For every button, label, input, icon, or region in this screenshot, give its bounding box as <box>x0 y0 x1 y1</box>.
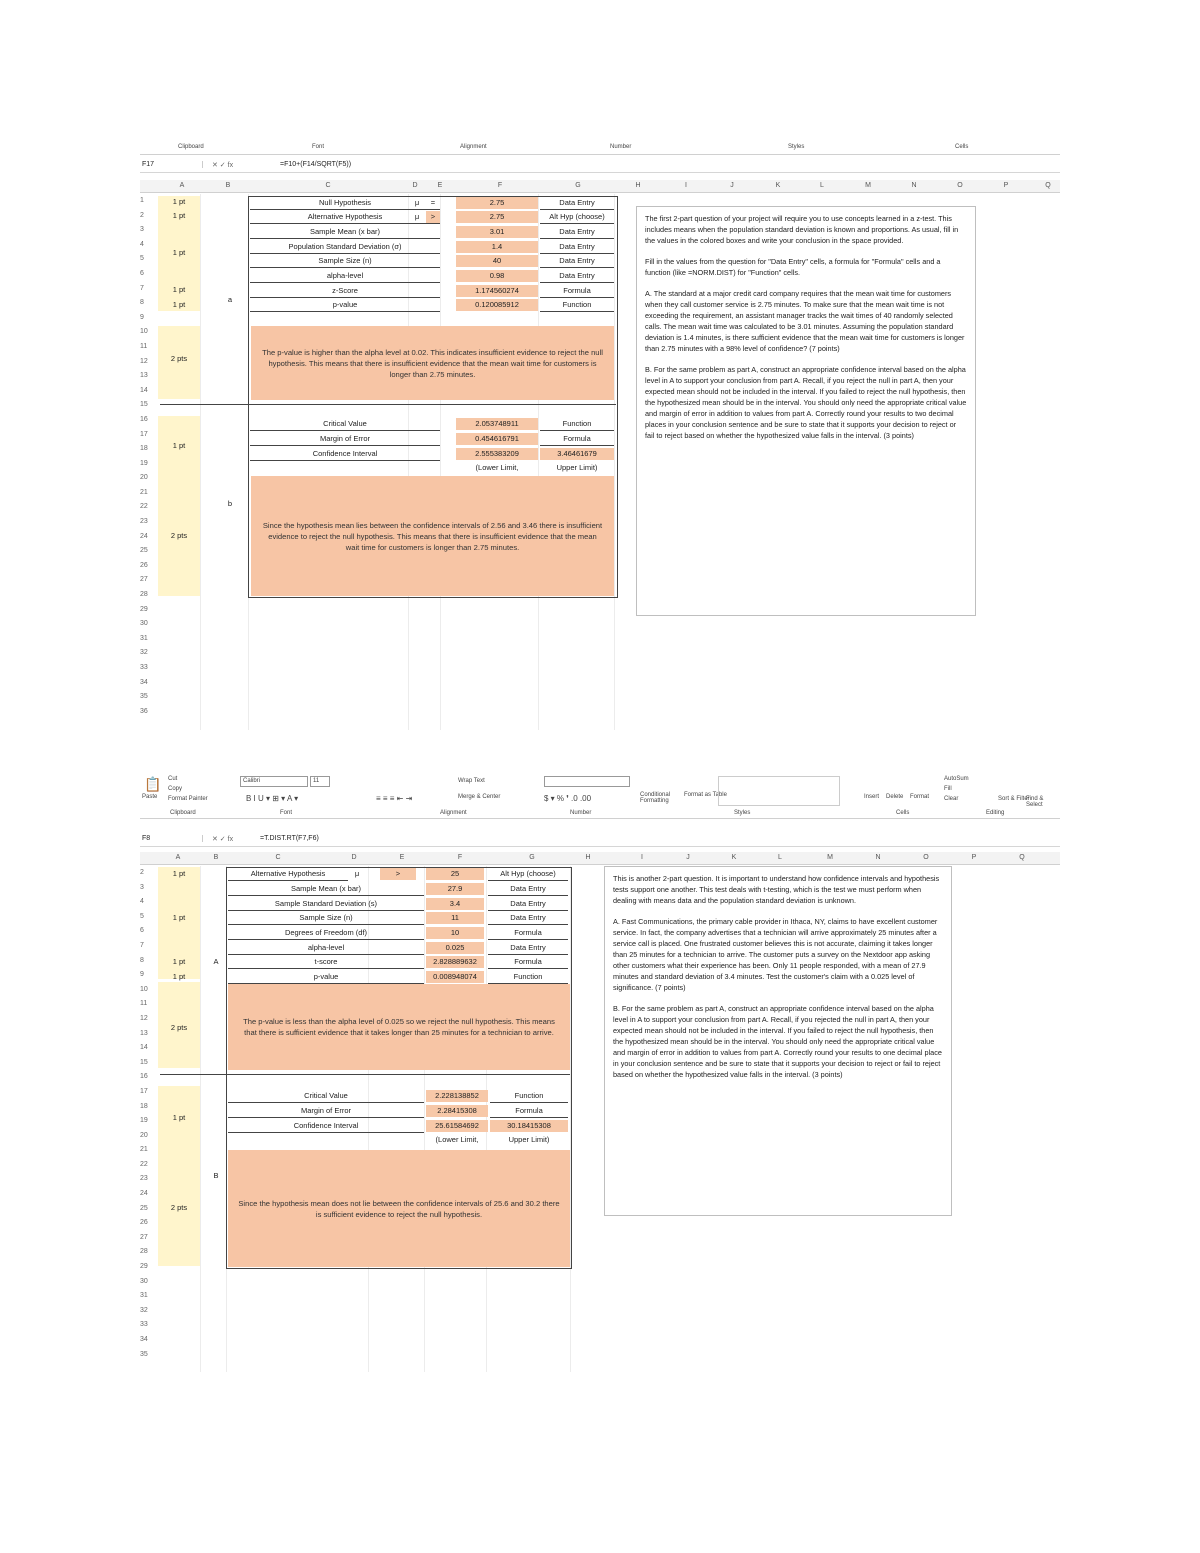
row-number[interactable]: 28 <box>140 591 148 599</box>
null-value[interactable]: 2.75 <box>456 197 538 209</box>
row-number[interactable]: 26 <box>140 561 148 569</box>
row-number[interactable]: 35 <box>140 693 148 701</box>
points-cell: 1 pt <box>172 248 186 257</box>
row-number[interactable]: 34 <box>140 678 148 686</box>
p-value-label: p-value <box>250 299 440 312</box>
instruction-text: B. For the same problem as part A, construct an appropriate confidence interval based on the alpha level in A to support your conclusion from part A. Recall, if you reject the null in part A, then your expected mean should not be included in the interval. If you failed to reject the null hypothesis, then the hypothesized mean should be in the interval. You should only need the appropriate critical value and margin of error in addition to values from part A. Correctly round your results to two decimal places in your conclusion sentence and be sure to state that it supports your decision to reject or fail to reject based on whether the hypothesized value falls in the interval. (3 points) <box>645 365 967 440</box>
type-label: Alt Hyp (choose) <box>540 211 614 224</box>
number-format-select[interactable] <box>544 776 630 787</box>
fx-icon[interactable]: ✕ ✓ fx <box>212 162 234 169</box>
row-number[interactable]: 11 <box>140 1000 148 1008</box>
row-numbers <box>140 194 154 719</box>
points-cell: 2 pts <box>170 531 188 540</box>
spreadsheet-screenshot-z-test <box>140 140 1060 730</box>
ribbon-group-font[interactable]: Font <box>312 144 325 150</box>
col-header[interactable]: F <box>457 854 463 861</box>
instructions-box <box>636 206 976 616</box>
row-number[interactable]: 24 <box>140 532 148 540</box>
type-label: Data Entry <box>540 197 614 210</box>
ribbon-group-number[interactable]: Number <box>610 144 632 150</box>
row-number[interactable]: 29 <box>140 605 148 613</box>
column-headers <box>140 852 1060 865</box>
pop-sd-value[interactable]: 1.4 <box>456 241 538 253</box>
ci-lower-caption: (Lower Limit, <box>475 463 519 472</box>
p-value-value[interactable]: 0.120085912 <box>456 299 538 311</box>
type-label: Data Entry <box>540 270 614 283</box>
type-label: Data Entry <box>540 241 614 254</box>
sample-mean-label: Sample Mean (x bar) <box>228 883 424 896</box>
name-box[interactable]: F8 <box>142 835 203 842</box>
ci-upper-caption: Upper Limit) <box>508 1135 550 1144</box>
row-number[interactable]: 27 <box>140 576 148 584</box>
row-number[interactable]: 4 <box>140 240 144 248</box>
row-number[interactable]: 18 <box>140 1102 148 1110</box>
merge-center-button[interactable]: Merge & Center <box>458 794 501 800</box>
row-number[interactable]: 33 <box>140 664 148 671</box>
col-header[interactable]: B <box>225 182 231 189</box>
alignment-icons[interactable]: ≡ ≡ ≡ ⇤ ⇥ <box>376 794 413 803</box>
df-label: Degrees of Freedom (df) <box>228 927 424 940</box>
col-header[interactable]: G <box>529 854 535 861</box>
row-number[interactable]: 30 <box>140 1277 148 1285</box>
alt-hypothesis-label: Alternative Hypothesis <box>250 211 440 224</box>
row-number[interactable]: 10 <box>140 985 148 993</box>
row-number[interactable]: 14 <box>140 1044 148 1052</box>
margin-error-value[interactable]: 0.454616791 <box>456 433 538 445</box>
row-number[interactable]: 9 <box>140 971 144 979</box>
type-label: Formula <box>488 956 568 969</box>
points-cell: 1 pt <box>172 441 186 450</box>
instruction-text: The first 2-part question of your project will require you to use concepts learned in a z-test. This includes means when the population standard deviation is known and proportions. As usual, fill in the values in the colored boxes and write your conclusion in the space provided. <box>645 214 959 245</box>
points-cell: 1 pt <box>172 285 186 294</box>
clear-button[interactable]: Clear <box>944 796 959 802</box>
row-number[interactable]: 18 <box>140 445 148 453</box>
p-value-label: p-value <box>228 971 424 984</box>
row-number[interactable]: 21 <box>140 488 148 496</box>
ci-upper-value[interactable]: 3.46461679 <box>540 448 614 460</box>
format-button[interactable]: Format <box>910 794 930 800</box>
paste-button[interactable]: Paste <box>142 794 158 800</box>
col-header[interactable]: J <box>730 182 734 189</box>
col-header[interactable]: D <box>351 854 357 861</box>
row-number[interactable]: 16 <box>140 1073 148 1081</box>
col-header[interactable]: L <box>820 182 824 189</box>
part-a-label: a <box>227 295 233 304</box>
row-number[interactable]: 17 <box>140 1087 148 1095</box>
row-number[interactable]: 15 <box>140 401 148 409</box>
col-header[interactable]: L <box>778 854 782 861</box>
critical-value[interactable]: 2.053748911 <box>456 418 538 430</box>
row-number[interactable]: 33 <box>140 1321 148 1329</box>
col-header[interactable]: P <box>971 854 977 861</box>
instruction-text: Fill in the values from the question for "Data Entry" cells, a formula for "Formula" cells and a function (like =NORM.DIST) for "Function" cells. <box>645 257 941 277</box>
type-label: Formula <box>490 1105 568 1118</box>
row-number[interactable]: 25 <box>140 1204 148 1212</box>
row-number[interactable]: 22 <box>140 503 148 511</box>
row-number[interactable]: 34 <box>140 1336 148 1343</box>
points-cell: 1 pt <box>172 211 186 220</box>
row-number[interactable]: 36 <box>140 707 148 715</box>
ribbon-group-labels <box>140 140 1060 155</box>
ribbon-group-alignment[interactable]: Alignment <box>460 144 487 150</box>
row-number[interactable]: 15 <box>140 1058 148 1066</box>
alt-value[interactable]: 25 <box>426 868 484 880</box>
row-number[interactable]: 31 <box>140 1292 148 1300</box>
col-header[interactable]: J <box>686 854 690 861</box>
formula-input[interactable]: =F10+(F14/SQRT(F5)) <box>280 161 352 168</box>
t-score-value[interactable]: 2.828889632 <box>426 956 484 968</box>
col-header[interactable]: E <box>399 854 405 861</box>
font-size-value: 11 <box>313 778 320 784</box>
ribbon-group-clipboard[interactable]: Clipboard <box>178 144 204 150</box>
type-label: Data Entry <box>488 942 568 955</box>
sample-mean-value[interactable]: 3.01 <box>456 226 538 238</box>
points-cell: 1 pt <box>172 1113 186 1122</box>
alpha-value[interactable]: 0.025 <box>426 942 484 954</box>
col-header[interactable]: A <box>175 854 181 861</box>
styles-gallery[interactable] <box>718 776 840 806</box>
row-number[interactable]: 23 <box>140 1175 148 1183</box>
row-number[interactable]: 4 <box>140 898 144 906</box>
copy-button[interactable]: Copy <box>168 786 183 792</box>
row-number[interactable]: 10 <box>140 328 148 336</box>
part-a-conclusion[interactable]: The p-value is higher than the alpha level at 0.02. This indicates insufficient evidence to reject the null hypothesis. This means that there is insufficient evidence that the mean wait time for customers is longer than 2.75 minutes. <box>251 326 614 400</box>
col-header[interactable]: Q <box>1019 854 1025 861</box>
row-number[interactable]: 19 <box>140 459 148 467</box>
number-format-icons[interactable]: $ ▾ % ❜ .0 .00 <box>544 794 592 803</box>
df-value[interactable]: 10 <box>426 927 484 939</box>
row-number[interactable]: 11 <box>140 342 148 350</box>
col-header[interactable]: A <box>179 182 185 189</box>
alt-value[interactable]: 2.75 <box>456 211 538 223</box>
part-b-conclusion[interactable]: Since the hypothesis mean lies between the confidence intervals of 2.56 and 3.46 there is insufficient evidence to reject the null hypothesis. This means that there is insufficient evidence that the mean wait time for customers is longer than 2.75 minutes. <box>251 476 614 596</box>
mu-symbol: μ <box>414 212 420 221</box>
row-number[interactable]: 7 <box>140 284 144 292</box>
find-select-button[interactable]: Find & Select <box>1026 796 1044 808</box>
font-size-select[interactable] <box>310 776 330 787</box>
sample-mean-label: Sample Mean (x bar) <box>250 226 440 239</box>
wrap-text-button[interactable]: Wrap Text <box>458 778 485 784</box>
ribbon-group-styles: Styles <box>734 810 751 816</box>
col-header[interactable]: H <box>585 854 591 861</box>
critical-value[interactable]: 2.228138852 <box>426 1090 488 1102</box>
col-header[interactable]: H <box>635 182 641 189</box>
row-number[interactable]: 12 <box>140 1014 148 1022</box>
points-cell: 1 pt <box>172 957 186 966</box>
row-number[interactable]: 16 <box>140 415 148 423</box>
row-number[interactable]: 8 <box>140 956 144 964</box>
ribbon-group-number: Number <box>570 810 592 816</box>
row-number[interactable]: 5 <box>140 912 144 920</box>
type-label: Formula <box>488 927 568 940</box>
fill-button[interactable]: Fill <box>944 786 952 792</box>
points-cell: 2 pts <box>170 1023 188 1032</box>
sample-size-label: Sample Size (n) <box>228 912 424 925</box>
z-score-label: z-Score <box>250 285 440 298</box>
alt-direction-select[interactable]: > <box>426 211 440 223</box>
col-header[interactable]: M <box>827 854 833 861</box>
row-number[interactable]: 8 <box>140 299 144 307</box>
row-number[interactable]: 17 <box>140 430 148 438</box>
col-header[interactable]: C <box>325 182 331 189</box>
row-number[interactable]: 32 <box>140 649 148 657</box>
sample-size-label: Sample Size (n) <box>250 255 440 268</box>
sample-size-value[interactable]: 40 <box>456 255 538 267</box>
alpha-label: alpha-level <box>228 942 424 955</box>
points-cell: 2 pts <box>170 354 188 363</box>
ci-upper-value[interactable]: 30.18415308 <box>490 1120 568 1132</box>
ribbon-group-clipboard: Clipboard <box>170 810 196 816</box>
points-cell: 1 pt <box>172 913 186 922</box>
instruction-text: This is another 2-part question. It is important to understand how confidence intervals and hypothesis tests support one another. This test deals with t-testing, which is the test we must perform when dealing with means data and the population standard deviation is unknown. <box>613 874 940 905</box>
row-number[interactable]: 30 <box>140 620 148 628</box>
row-number[interactable]: 32 <box>140 1306 148 1314</box>
row-number[interactable]: 31 <box>140 634 148 642</box>
ribbon-group-cells[interactable]: Cells <box>955 144 969 150</box>
cut-button[interactable]: Cut <box>168 776 178 782</box>
points-cell: 1 pt <box>172 972 186 981</box>
points-cell: 2 pts <box>170 1203 188 1212</box>
format-as-table-button[interactable]: Format as Table <box>684 792 727 798</box>
mu-symbol: μ <box>414 198 420 207</box>
row-number[interactable]: 2 <box>140 869 144 876</box>
fx-icon[interactable]: ✕ ✓ fx <box>212 836 234 843</box>
ci-upper-caption: Upper Limit) <box>556 463 598 472</box>
ribbon-group-editing: Editing <box>986 810 1005 816</box>
col-header[interactable]: I <box>685 182 687 189</box>
row-number[interactable]: 3 <box>140 883 144 891</box>
col-header[interactable]: I <box>641 854 643 861</box>
critical-value-label: Critical Value <box>250 418 440 431</box>
row-number[interactable]: 12 <box>140 357 148 365</box>
col-header[interactable]: N <box>875 854 881 861</box>
margin-error-value[interactable]: 2.28415308 <box>426 1105 488 1117</box>
alpha-value[interactable]: 0.98 <box>456 270 538 282</box>
row-number[interactable]: 24 <box>140 1190 148 1198</box>
col-header[interactable]: P <box>1003 182 1009 189</box>
ribbon-group-styles[interactable]: Styles <box>788 144 805 150</box>
font-name-select[interactable] <box>240 776 308 787</box>
row-number[interactable]: 14 <box>140 386 148 394</box>
ci-lower-value[interactable]: 2.555383209 <box>456 448 538 460</box>
instructions-box <box>604 866 952 1216</box>
autosum-button[interactable]: AutoSum <box>944 776 969 782</box>
type-label: Function <box>540 299 614 312</box>
col-header[interactable]: K <box>775 182 781 189</box>
row-number[interactable]: 29 <box>140 1263 148 1271</box>
equals-symbol: = <box>430 198 436 207</box>
pop-sd-label: Population Standard Deviation (σ) <box>250 241 440 254</box>
conf-interval-label: Confidence Interval <box>250 448 440 461</box>
ribbon-group-cells: Cells <box>896 810 910 816</box>
type-label: Alt Hyp (choose) <box>488 868 568 881</box>
part-a-conclusion[interactable]: The p-value is less than the alpha level of 0.025 so we reject the null hypothesis. This means that there is sufficient evidence that it takes longer than 25 minutes for a technician to arrive. <box>228 984 570 1070</box>
formula-bar <box>140 158 1060 173</box>
sample-mean-value[interactable]: 27.9 <box>426 883 484 895</box>
col-header[interactable]: C <box>275 854 281 861</box>
col-header[interactable]: K <box>731 854 737 861</box>
row-number[interactable]: 20 <box>140 1131 148 1139</box>
ribbon <box>140 772 1060 819</box>
col-header[interactable]: F <box>497 182 503 189</box>
row-number[interactable]: 35 <box>140 1350 148 1358</box>
row-number[interactable]: 21 <box>140 1146 148 1154</box>
row-number[interactable]: 9 <box>140 313 144 321</box>
critical-value-label: Critical Value <box>228 1090 424 1103</box>
spreadsheet-screenshot-t-test <box>140 772 1060 1372</box>
row-number[interactable]: 7 <box>140 941 144 949</box>
part-b-conclusion[interactable]: Since the hypothesis mean does not lie between the confidence intervals of 25.6 and 30.2 there is sufficient evidence to reject the null hypothesis. <box>228 1150 570 1267</box>
conditional-formatting-button[interactable]: Conditional Formatting <box>640 792 671 804</box>
z-score-value[interactable]: 1.174560274 <box>456 285 538 297</box>
row-number[interactable]: 22 <box>140 1160 148 1168</box>
row-number[interactable]: 25 <box>140 547 148 555</box>
col-header[interactable]: Q <box>1045 182 1051 189</box>
alpha-label: alpha-level <box>250 270 440 283</box>
type-label: Data Entry <box>540 226 614 239</box>
column-headers <box>140 180 1060 193</box>
row-number[interactable]: 3 <box>140 226 144 234</box>
row-number[interactable]: 5 <box>140 255 144 263</box>
margin-error-label: Margin of Error <box>250 433 440 446</box>
null-hypothesis-label: Null Hypothesis <box>250 197 440 210</box>
conf-interval-label: Confidence Interval <box>228 1120 424 1133</box>
col-header[interactable]: M <box>865 182 871 189</box>
col-header[interactable]: B <box>213 854 219 861</box>
margin-error-label: Margin of Error <box>228 1105 424 1118</box>
p-value-value[interactable]: 0.008948074 <box>426 971 484 983</box>
bold-italic-underline-icons[interactable]: B I U ▾ ⊞ ▾ A ▾ <box>246 794 299 803</box>
type-label: Function <box>490 1090 568 1103</box>
alt-hypothesis-label: Alternative Hypothesis <box>228 868 348 881</box>
row-number[interactable]: 6 <box>140 927 144 935</box>
row-number[interactable]: 28 <box>140 1248 148 1256</box>
ribbon-group-font: Font <box>280 810 293 816</box>
ribbon-group-alignment: Alignment <box>440 810 467 816</box>
font-name-value: Calibri <box>243 778 261 784</box>
type-label: Data Entry <box>488 898 568 911</box>
row-number[interactable]: 19 <box>140 1117 148 1125</box>
name-box[interactable]: F17 <box>142 161 203 168</box>
alt-direction-select[interactable]: > <box>380 868 416 880</box>
row-number[interactable]: 27 <box>140 1233 148 1241</box>
ci-lower-value[interactable]: 25.61584692 <box>426 1120 488 1132</box>
row-numbers <box>140 866 154 1362</box>
col-header[interactable]: O <box>923 854 929 861</box>
instruction-text: B. For the same problem as part A, construct an appropriate confidence interval based on the alpha level in A to support your conclusion from part A. Recall, if you rejected the null in part A, then your expected mean should not be included in the interval. If you failed to reject the null hypothesis, then the hypothesized mean should be in the interval. You should only need the appropriate critical value and margin of error in addition to values from part A. Correctly round your results to one decimal place in your conclusion sentence and be sure to state that it supports your decision to reject or fail to reject based on whether the hypothesized value falls in the interval. (3 points) <box>613 1004 942 1079</box>
row-number[interactable]: 13 <box>140 372 148 380</box>
row-number[interactable]: 13 <box>140 1029 148 1037</box>
instruction-text: A. The standard at a major credit card company requires that the mean wait time for customers when they call customer service is 2.75 minutes. To make sure that the mean wait time is not exceeding the requirement, an assistant manager tracks the wait times of 40 randomly selected calls. The mean wait time was calculated to be 3.01 minutes. Assuming the population standard deviation is 1.4 minutes, is there sufficient evidence that the mean wait time for customers is longer than 2.75 minutes with a 98% level of confidence? (7 points) <box>645 289 965 353</box>
col-header[interactable]: O <box>957 182 963 189</box>
delete-button[interactable]: Delete <box>886 794 904 800</box>
col-header[interactable]: E <box>437 182 443 189</box>
type-label: Data Entry <box>488 912 568 925</box>
formula-input[interactable]: =T.DIST.RT(F7,F6) <box>260 835 319 842</box>
row-number[interactable]: 1 <box>140 197 144 204</box>
paste-icon[interactable]: 📋 <box>144 776 162 792</box>
format-painter-button[interactable]: Format Painter <box>168 796 208 802</box>
row-number[interactable]: 26 <box>140 1219 148 1227</box>
col-header[interactable]: G <box>575 182 581 189</box>
mu-symbol: μ <box>354 869 360 878</box>
part-a-label: A <box>213 957 219 966</box>
points-cell: 1 pt <box>172 869 186 878</box>
sort-filter-button[interactable]: Sort & Filter <box>998 796 1030 802</box>
row-number[interactable]: 2 <box>140 211 144 219</box>
insert-button[interactable]: Insert <box>864 794 880 800</box>
type-label: Data Entry <box>540 255 614 268</box>
instruction-text: A. Fast Communications, the primary cable provider in Ithaca, NY, claims to have excellent customer service. In fact, the company advertises that a technician will arrive approximately 25 minutes after a service call is placed. One frustrated customer believes this is not accurate, claiming it takes longer than 25 minutes for a technician to arrive. The customer puts a survey on the Nextdoor app asking other customers what their experience has been. Only 11 people responded, with a mean of 27.9 minutes and standard deviation of 3.4 minutes. Test the customer's claim with a 0.025 level of significance. (7 points) <box>613 917 938 992</box>
part-b-label: b <box>227 499 233 508</box>
type-label: Formula <box>540 433 614 446</box>
points-cell: 1 pt <box>172 197 186 206</box>
t-score-label: t-score <box>228 956 424 969</box>
row-number[interactable]: 20 <box>140 474 148 482</box>
sample-sd-value[interactable]: 3.4 <box>426 898 484 910</box>
col-header[interactable]: D <box>412 182 418 189</box>
row-number[interactable]: 23 <box>140 518 148 526</box>
col-header[interactable]: N <box>911 182 917 189</box>
type-label: Data Entry <box>488 883 568 896</box>
sample-size-value[interactable]: 11 <box>426 912 484 924</box>
type-label: Function <box>540 418 614 431</box>
type-label: Function <box>488 971 568 984</box>
part-b-label: B <box>213 1171 219 1180</box>
sample-sd-label: Sample Standard Deviation (s) <box>228 898 424 911</box>
points-cell: 1 pt <box>172 300 186 309</box>
ci-lower-caption: (Lower Limit, <box>435 1135 479 1144</box>
type-label: Formula <box>540 285 614 298</box>
row-number[interactable]: 6 <box>140 269 144 277</box>
formula-bar <box>140 832 1060 847</box>
